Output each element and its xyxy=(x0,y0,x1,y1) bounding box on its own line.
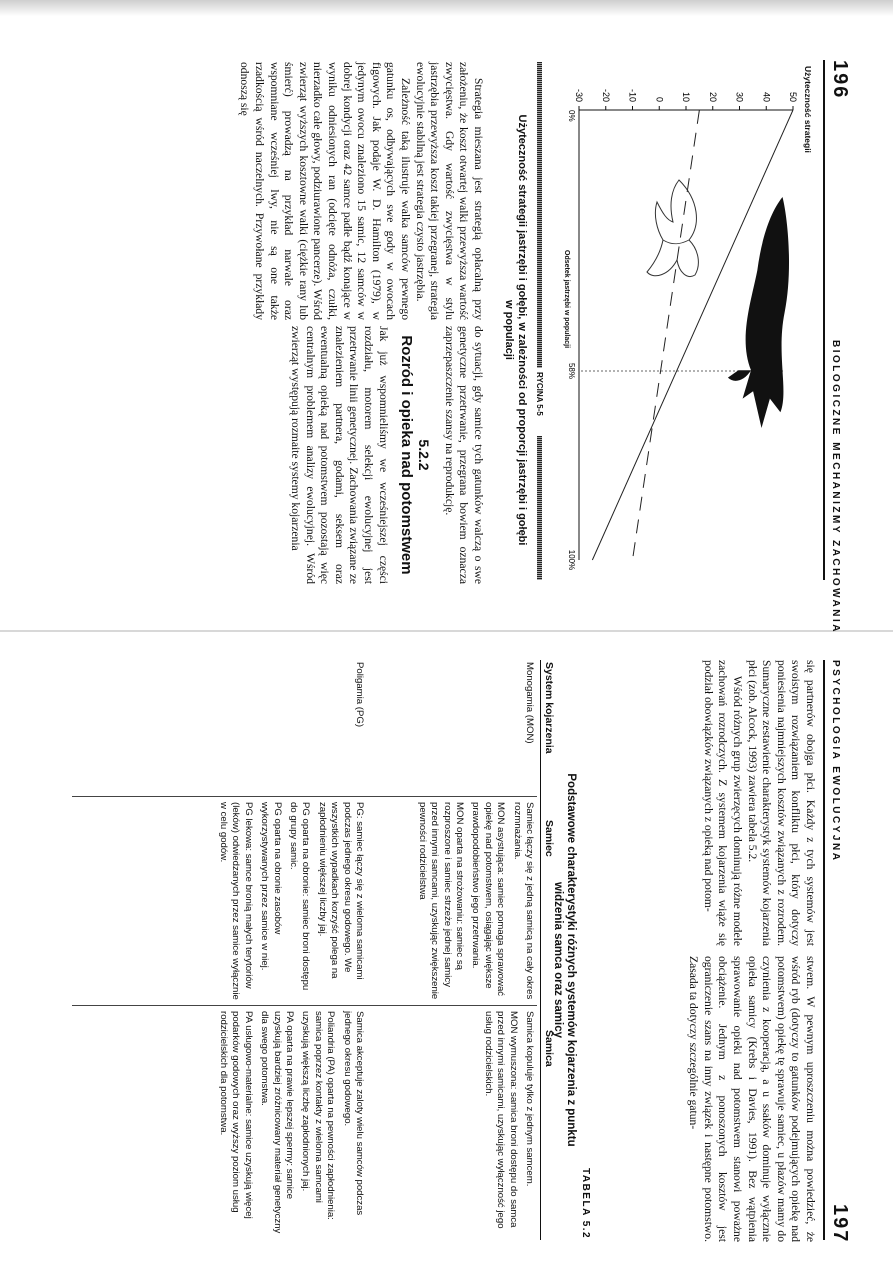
table-column-rule xyxy=(72,796,537,797)
y-tick-label: -30 xyxy=(574,88,584,102)
chart-xlabel: Odsetek jastrzębi w populacji xyxy=(563,250,570,349)
table-cell-entry: MON asystująca: samiec pomaga sprawować opiekę nad potomstwem, osiągając większe prawdopodobieństwo jego przetrwania. xyxy=(470,802,507,997)
table-row-mon-samiec xyxy=(411,802,535,1000)
right-page-column-2 xyxy=(686,956,817,1242)
table-row-pg-samiec xyxy=(213,802,365,1000)
paragraph: Wśród różnych grup zwierzęcych dominują różne modele zachowań rozrodczych. Z systemem kojarzenia wiąże się podział obowiązków związanych z opieką nad potom- xyxy=(701,660,745,946)
y-ticks xyxy=(574,89,798,110)
x-tick-label: 0% xyxy=(567,110,576,122)
table-title: Podstawowe charakterystyki różnych systemów kojarzenia z punktu widzenia samca oraz samicy xyxy=(552,773,577,1147)
paragraph: się partnerów obojga płci. Każdy z tych systemów jest swoistym rozwiązaniem konfliktu płci, który dotyczy poniesienia najmniejszych kosztów związanych z rozrodem. Sumaryczne zestawienie charakterystyk systemów kojarzenia płci (zob. Alcock, 1993) zawiera tabela 5.2. xyxy=(745,660,817,946)
paragraph: Zależność taką ilustruje walka samców pewnego gatunku os, odbywających swe gody w owocach figowych. Jak podaje W. D. Hamilton (1979), w jedynym owocu znaleziono 15 samic, 12 samców w dobrej kondycji oraz 42 samce padłe bądź konające w wyniku odniesionych ran (odcięte odnóża, czułki, nierzadko całe głowy, podziurawione pancerze). Wśród zwierząt wyższych kosztowne walki (ciężkie rany lub śmierć) prowadzą na przykład narwale oraz wspomniane wcześniej lwy, nie są one także rzadkością wśród naczelnych. Przywołane przykłady odnoszą się xyxy=(238,62,413,320)
figure-caption: Użyteczność strategii jastrzębi i gołębi, w zależności od proporcji jastrzębi i gołębi w populacji xyxy=(503,114,528,546)
y-tick-label: 30 xyxy=(734,91,745,102)
left-page-number: 196 xyxy=(829,60,851,100)
hawk-dove-chart xyxy=(561,60,817,580)
section-title: Rozród i opieka nad potomstwem xyxy=(397,335,415,575)
table-cell-entry: MON wymuszona: samica broni dostępu do samca przed innymi samicami, uzyskując wyłączność jego usług rodzicielskich. xyxy=(482,1011,519,1229)
x-tick-label: 100% xyxy=(567,549,576,571)
paragraph: Jak już wspomnieliśmy we wcześniejszej części rozdziału, motorem selekcji ewolucyjnej jest przetrwanie linii genetycznej. Zachowania związane ze znalezieniem partnera, godami, seksem oraz ewentualną opieką nad potomstwem pozostają więc centralnym problemem analizy ewolucyjnej. Wśród zwierząt występują rozmaite systemy kojarzenia xyxy=(289,326,390,584)
table-cell-entry: Samica akceptuje zaloty wielu samców podczas jednego okresu godowego. xyxy=(341,1011,365,1216)
dove-drawing-icon xyxy=(647,180,698,277)
y-tick-label: 40 xyxy=(761,91,772,102)
table-row-mon-samica xyxy=(477,1011,535,1237)
table-header-samiec: Samiec xyxy=(543,820,555,857)
hawk-silhouette-icon xyxy=(728,197,789,428)
left-page-column-2 xyxy=(287,326,485,584)
page-edge-shadow xyxy=(0,0,893,16)
paragraph: Strategia mieszana jest strategią opłacalną przy założeniu, że koszt otwartej walki przewyższa wartość zwycięstwa. Gdy wartość zwycięstwa w stylu jastrzębia przewyższa koszt takiej przegranej, strategia ewolucyjnie stabilną jest strategia czysto jastrzębia. xyxy=(413,62,485,320)
table-cell-entry: MON oparta na strożowaniu: samiec są rozproszone i samiec strzeże jednej samicy przed innymi samcami, uzyskując zwiększenie pewności rodzicielstwa xyxy=(416,802,465,1000)
table-cell-entry: PG: samiec łączy się z wieloma samicami podczas jednego okresu godowego. We wszystkich wypadkach korzyść polega na zapłodnieniu większej liczby jaj. xyxy=(316,802,365,980)
y-tick-label: 20 xyxy=(707,91,718,102)
y-tick-label: 0 xyxy=(654,96,665,102)
table-header-system: System kojarzenia xyxy=(543,662,555,754)
figure-label-bar xyxy=(537,62,542,368)
table-row-pg-system: Poligamia (PG) xyxy=(354,662,365,728)
table-top-rule xyxy=(540,660,541,1240)
section-number: 5.2.2 xyxy=(416,439,433,471)
table-cell-entry: PG lekowa: samce bronią małych terytoriów (leków) odwiedzanych przez samice wyłącznie w celu godów. xyxy=(217,802,254,1000)
table-cell-entry: Samiec łączy się z jedną samicą na cały okres rozmnażania. xyxy=(511,802,535,1000)
table-cell-entry: PA oparta na prawie lepszej spermy: samice uzyskują bardziej zróżnicowany materiał genetyczny dla swego potomstwa. xyxy=(259,1011,295,1234)
table-row-pg-samica xyxy=(213,1011,365,1237)
right-running-header: PSYCHOLOGIA EWOLUCYJNA xyxy=(830,660,841,863)
y-tick-label: -10 xyxy=(627,88,638,102)
y-tick-label: 50 xyxy=(788,91,798,102)
right-page-number: 197 xyxy=(829,1204,851,1244)
figure-label-bar-right xyxy=(537,436,542,580)
table-cell-entry: Samica kopuluje tylko z jednym samcem. xyxy=(524,1011,535,1187)
left-running-header: BIOLOGICZNE MECHANIZMY ZACHOWANIA xyxy=(830,340,841,634)
paragraph: stwem. W pewnym uproszczeniu można powiedzieć, że wśród ryb (dotyczy to gatunków podejmujących opiekę nad potomstwem) opiekę tę sprawuje samiec, u płazów mamy do czynienia z kooperacją, a u ssaków dominuje wyłącznie opieka samicy (Krebs i Davies, 1991). Bez wątpienia sprawowanie opieki nad potomstwem stanowi poważne obciążenie. Jednym z ponoszonych kosztów jest ograniczenie szans na inny związek i następne potomstwo. Zasada ta dotyczy szczególnie gatun- xyxy=(687,956,817,1242)
x-tick-label: 58% xyxy=(567,362,576,380)
table-cell-entry: PG oparta na obronie: samiec broni dostępu do grupy samic. xyxy=(287,802,312,991)
series-line-golab xyxy=(633,110,700,560)
table-cell-entry: PG oparta na obronie zasobów wykorzystywanych przez samice w niej. xyxy=(259,802,283,971)
table-label: TABELA 5.2 xyxy=(580,1168,591,1240)
left-page-column-1 xyxy=(237,62,485,320)
y-tick-label: -20 xyxy=(600,88,611,102)
table-column-rule xyxy=(72,1005,537,1006)
book-fold xyxy=(0,630,893,632)
table-cell-entry: PA usługowo-materialne: samice uzyskują więcej podarków godowych oraz wyższy poziom usług rodzicielskich dla potomstwa. xyxy=(217,1011,254,1219)
figure-label: RYCINA 5-5 xyxy=(535,372,544,416)
right-header-rule xyxy=(823,660,825,1240)
right-page-column-1 xyxy=(700,660,817,946)
paragraph: do sytuacji, gdy samice tych gatunków walczą o swe genetyczne przetrwanie, przegrana bowiem oznacza zaprzepaszczenie szansy na reprodukcję. xyxy=(442,326,485,584)
table-cell-entry: Poliandria (PA) oparta na pewności zapłodnienia: samica poprzez kontakty z wieloma samcami uzyskują większą liczbę zapłodnionych jaj. xyxy=(300,1011,337,1220)
table-header-samica: Samica xyxy=(543,1030,555,1067)
left-header-rule xyxy=(823,60,825,580)
table-row-mon-system: Monogamia (MON) xyxy=(524,662,535,744)
chart-ylabel: Użyteczność strategii xyxy=(803,66,813,153)
y-tick-label: 10 xyxy=(681,91,691,102)
